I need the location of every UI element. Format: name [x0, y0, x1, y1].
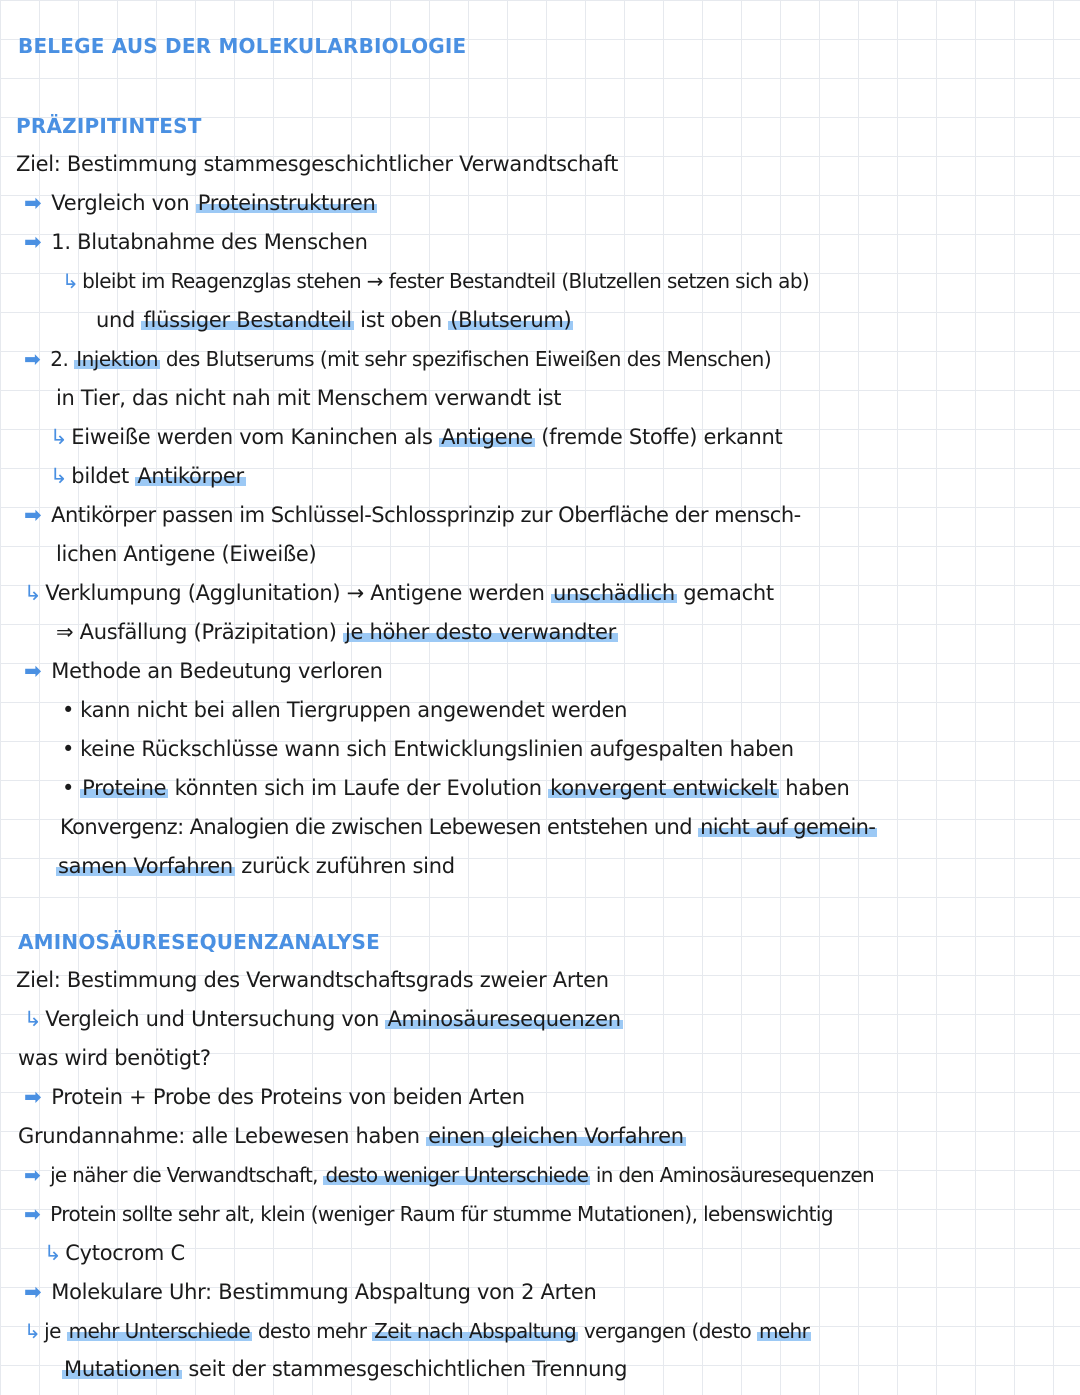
- note-line: samen Vorfahren zurück zuführen sind: [58, 854, 455, 878]
- note-line: ➡ Protein sollte sehr alt, klein (weniger Raum für stumme Mutationen), lebenswichtig: [24, 1202, 833, 1226]
- note-line: ⇒ Ausfällung (Präzipitation) je höher desto verwandter: [56, 620, 616, 644]
- note-line: ↳ bleibt im Reagenzglas stehen → fester Bestandteil (Blutzellen setzen sich ab): [62, 269, 810, 293]
- note-line: ↳ Eiweiße werden vom Kaninchen als Antigene (fremde Stoffe) erkannt: [50, 425, 783, 449]
- section-heading-praezipitintest: PRÄZIPITINTEST: [16, 114, 202, 138]
- sub-arrow-icon: ↳: [24, 1007, 42, 1031]
- arrow-icon: ➡: [24, 347, 41, 371]
- note-line: ➡ Molekulare Uhr: Bestimmung Abspaltung von 2 Arten: [24, 1280, 597, 1304]
- note-line: ➡ 1. Blutabnahme des Menschen: [24, 230, 368, 254]
- sub-arrow-icon: ↳: [50, 464, 68, 488]
- list-item: • Proteine könnten sich im Laufe der Evolution konvergent entwickelt haben: [62, 776, 850, 800]
- bullet-icon: •: [62, 776, 75, 800]
- note-line: in Tier, das nicht nah mit Menschem verwandt ist: [56, 386, 562, 410]
- arrow-icon: ➡: [24, 659, 42, 683]
- ziel-line: Ziel: Bestimmung stammesgeschichtlicher Verwandtschaft: [16, 152, 619, 176]
- sub-arrow-icon: ↳: [24, 1319, 41, 1343]
- section-heading-aminosaeuresequenzanalyse: AMINOSÄURESEQUENZANALYSE: [18, 930, 381, 954]
- ziel-line: Ziel: Bestimmung des Verwandtschaftsgrads zweier Arten: [16, 968, 609, 992]
- note-line: ➡ Antikörper passen im Schlüssel-Schlossprinzip zur Oberfläche der mensch-: [24, 503, 801, 527]
- arrow-icon: ➡: [24, 230, 42, 254]
- arrow-icon: ➡: [24, 1085, 42, 1109]
- note-line: Grundannahme: alle Lebewesen haben einen gleichen Vorfahren: [18, 1124, 684, 1148]
- arrow-icon: ➡: [24, 1280, 42, 1304]
- page-title: BELEGE AUS DER MOLEKULARBIOLOGIE: [18, 34, 467, 58]
- note-line: ↳ Cytocrom C: [44, 1241, 185, 1265]
- sub-arrow-icon: ↳: [24, 581, 42, 605]
- note-line: ↳ Vergleich und Untersuchung von Aminosäuresequenzen: [24, 1007, 621, 1031]
- list-item: • kann nicht bei allen Tiergruppen angewendet werden: [62, 698, 628, 722]
- note-line: ➡ je näher die Verwandtschaft, desto weniger Unterschiede in den Aminosäuresequenzen: [24, 1163, 874, 1187]
- note-line: ↳ je mehr Unterschiede desto mehr Zeit nach Abspaltung vergangen (desto mehr: [24, 1319, 810, 1343]
- highlight: Proteinstrukturen: [197, 191, 376, 215]
- sub-arrow-icon: ↳: [50, 425, 68, 449]
- sub-arrow-icon: ↳: [44, 1241, 62, 1265]
- note-line: ➡ Vergleich von Proteinstrukturen: [24, 191, 376, 215]
- arrow-icon: ➡: [24, 1163, 41, 1187]
- note-line: Mutationen seit der stammesgeschichtlichen Trennung: [64, 1357, 628, 1381]
- bullet-icon: •: [62, 698, 75, 722]
- note-line: und flüssiger Bestandteil ist oben (Blutserum): [96, 308, 572, 332]
- arrow-icon: ➡: [24, 503, 42, 527]
- note-line: ↳ Verklumpung (Agglunitation) → Antigene werden unschädlich gemacht: [24, 581, 774, 605]
- note-line: lichen Antigene (Eiweiße): [56, 542, 317, 566]
- note-line: was wird benötigt?: [18, 1046, 211, 1070]
- list-item: • keine Rückschlüsse wann sich Entwicklungslinien aufgespalten haben: [62, 737, 794, 761]
- note-line: ➡ Protein + Probe des Proteins von beiden Arten: [24, 1085, 525, 1109]
- arrow-icon: ➡: [24, 1202, 41, 1226]
- bullet-icon: •: [62, 737, 75, 761]
- arrow-icon: ➡: [24, 191, 42, 215]
- note-line: ➡ Methode an Bedeutung verloren: [24, 659, 383, 683]
- note-line: ↳ bildet Antikörper: [50, 464, 244, 488]
- note-line: ➡ 2. Injektion des Blutserums (mit sehr spezifischen Eiweißen des Menschen): [24, 347, 772, 371]
- sub-arrow-icon: ↳: [62, 269, 79, 293]
- note-line: Konvergenz: Analogien die zwischen Lebewesen entstehen und nicht auf gemein-: [60, 815, 876, 839]
